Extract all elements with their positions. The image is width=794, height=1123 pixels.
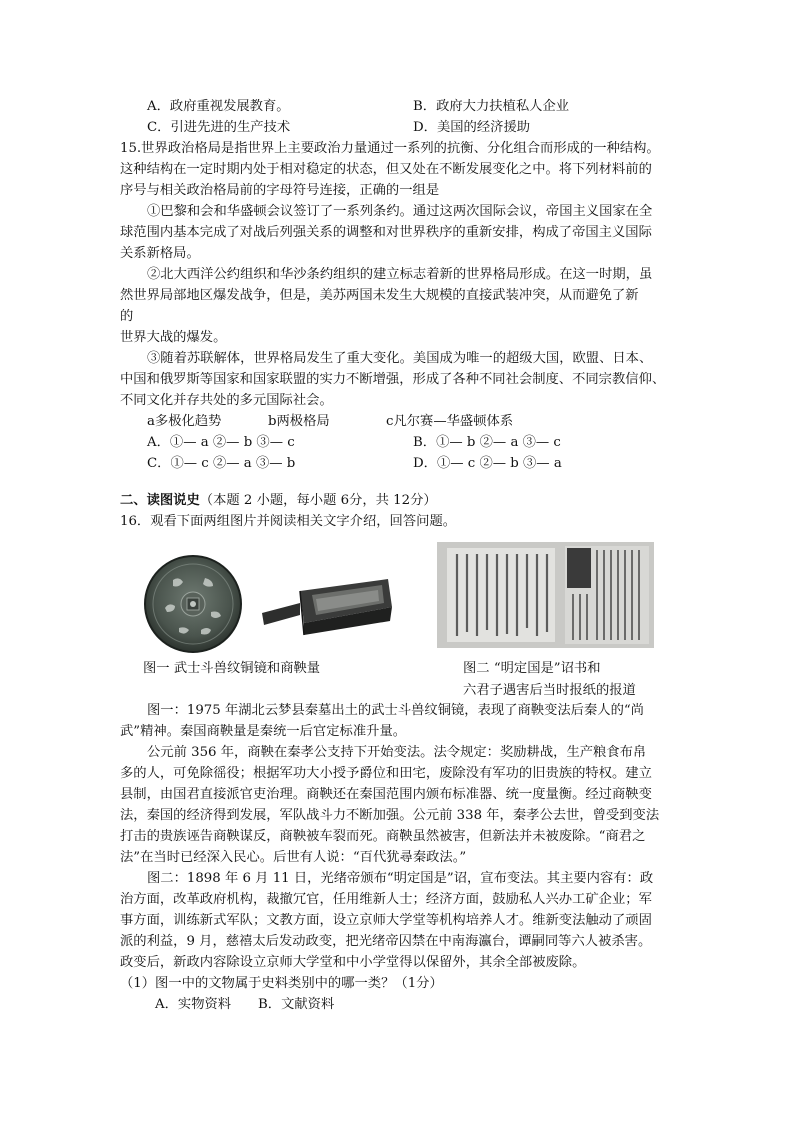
section2-title: 二、读图说史	[120, 493, 200, 508]
q15-pattern-b: b两极格局	[268, 414, 330, 429]
q16-para2-line: 县制，由国君直接派官吏治理。商鞅还在秦国范围内颁布标准器、统一度量衡。经过商鞅变	[120, 787, 652, 802]
q16-para3-line: 图二：1898 年 6 月 11 日，光绪帝颁布“明定国是”诏，宣布变法。其主要内容有：政	[147, 871, 654, 886]
bronze-mirror-image	[143, 554, 243, 654]
q16-sub1-option-a: A．实物资料	[155, 997, 232, 1012]
q15-material1-line: 关系新格局。	[120, 246, 200, 261]
q16-para3-line: 事方面，训练新式军队；文教方面，设立京师大学堂等机构培养人才。维新变法触动了顽固	[120, 913, 652, 928]
q15-option-b: B．①— b ②— a ③— c	[413, 435, 561, 450]
fig2-caption-line2: 六君子遇害后当时报纸的报道	[463, 683, 636, 698]
q15-stem-line: 15.世界政治格局是指世界上主要政治力量通过一系列的抗衡、分化组合而形成的一种结构。	[120, 141, 660, 156]
q15-pattern-c: c凡尔赛—华盛顿体系	[386, 414, 514, 429]
section2-note: （本题 2 小题，每小题 6分，共 12分）	[199, 493, 437, 508]
q16-para3-line: 派的利益，9 月，慈禧太后发动政变，把光绪帝囚禁在中南海瀛台，谭嗣同等六人被杀害。	[120, 934, 652, 949]
q15-material3-line: 不同文化并存共处的多元国际社会。	[120, 393, 333, 408]
q16-para1-line: 武”精神。秦国商鞅量是秦统一后官定标准升量。	[120, 724, 407, 739]
q16-para2-line: 法”在当时已经深入民心。后世有人说：“百代犹尋秦政法。”	[120, 850, 467, 865]
q16-sub1: （1）图一中的文物属于史料类别中的哪一类？（1分）	[120, 976, 443, 991]
q15-stem-line: 序号与相关政治格局前的字母符号连接，正确的一组是	[120, 183, 440, 198]
q15-option-a: A．①— a ②— b ③— c	[147, 435, 295, 450]
q15-material3-line: 中国和俄罗斯等国家和国家联盟的实力不断增强，形成了各种不同社会制度、不同宗教信仰、	[120, 372, 666, 387]
q14-option-b: B．政府大力扶植私人企业	[413, 99, 570, 114]
q16-para1-line: 图一：1975 年湖北云梦县秦墓出土的武士斗兽纹铜镜，表现了商鞅变法后秦人的“尚	[147, 703, 644, 718]
q16-para2-line: 多的人，可免除徭役；根据军功大小授予爵位和田宅，废除没有军功的旧贵族的特权。建立	[120, 766, 652, 781]
fig2-caption-line1: 图二 “明定国是”诏书和	[463, 661, 601, 676]
q15-material2-line: 然世界局部地区爆发战争，但是，美苏两国未发生大规模的直接武装冲突，从而避免了新	[120, 288, 639, 303]
q16-stem: 16．观看下面两组图片并阅读相关文字介绍，回答问题。	[120, 514, 457, 529]
q15-option-c: C．①— c ②— a ③— b	[147, 456, 296, 471]
q16-sub1-option-b: B．文献资料	[258, 997, 335, 1012]
q16-para2-line: 公元前 356 年，商鞅在秦孝公支持下开始变法。法令规定：奖励耕战，生产粮食布帛	[147, 745, 647, 760]
q14-option-c: C．引进先进的生产技术	[147, 120, 291, 135]
edict-newspaper-image	[437, 542, 654, 648]
fig1-caption: 图一 武士斗兽纹铜镜和商鞅量	[143, 661, 321, 676]
q14-option-d: D．美国的经济援助	[413, 120, 531, 135]
q15-material1-line: 球范围内基本完成了对战后列强关系的调整和对世界秩序的重新安排，构成了帝国主义国际	[120, 225, 652, 240]
q15-material2-line: 的	[120, 309, 134, 324]
q15-material1-line: ①巴黎和会和华盛顿会议签订了一系列条约。通过这两次国际会议，帝国主义国家在全	[147, 204, 653, 219]
q15-material3-line: ③随着苏联解体，世界格局发生了重大变化。美国成为唯一的超级大国，欧盟、日本、	[147, 351, 653, 366]
q15-material2-line: 世界大战的爆发。	[120, 330, 227, 345]
q15-option-d: D．①— c ②— b ③— a	[413, 456, 562, 471]
section2-heading	[120, 492, 437, 510]
shang-yang-measure-image	[260, 573, 395, 638]
q14-option-a: A．政府重视发展教育。	[147, 99, 290, 114]
q16-para2-line: 法，秦国的经济得到发展，军队战斗力不断加强。公元前 338 年，秦孝公去世，曾受到变法	[120, 808, 660, 823]
q15-pattern-a: a多极化趋势	[147, 414, 222, 429]
q16-para3-line: 政变后，新政内容除设立京师大学堂和中小学堂得以保留外，其余全部被废除。	[120, 955, 586, 970]
q16-para2-line: 打击的贵族诬告商鞅谋反，商鞅被车裂而死。商鞅虽然被害，但新法并未被废除。“商君之	[120, 829, 646, 844]
q15-material2-line: ②北大西洋公约组织和华沙条约组织的建立标志着新的世界格局形成。在这一时期，虽	[147, 267, 653, 282]
q16-para3-line: 治方面，改革政府机构，裁撤冗官，任用维新人士；经济方面，鼓励私人兴办工矿企业；军	[120, 892, 652, 907]
q15-stem-line: 这种结构在一定时期内处于相对稳定的状态，但又处在不断发展变化之中。将下列材料前的	[120, 162, 652, 177]
